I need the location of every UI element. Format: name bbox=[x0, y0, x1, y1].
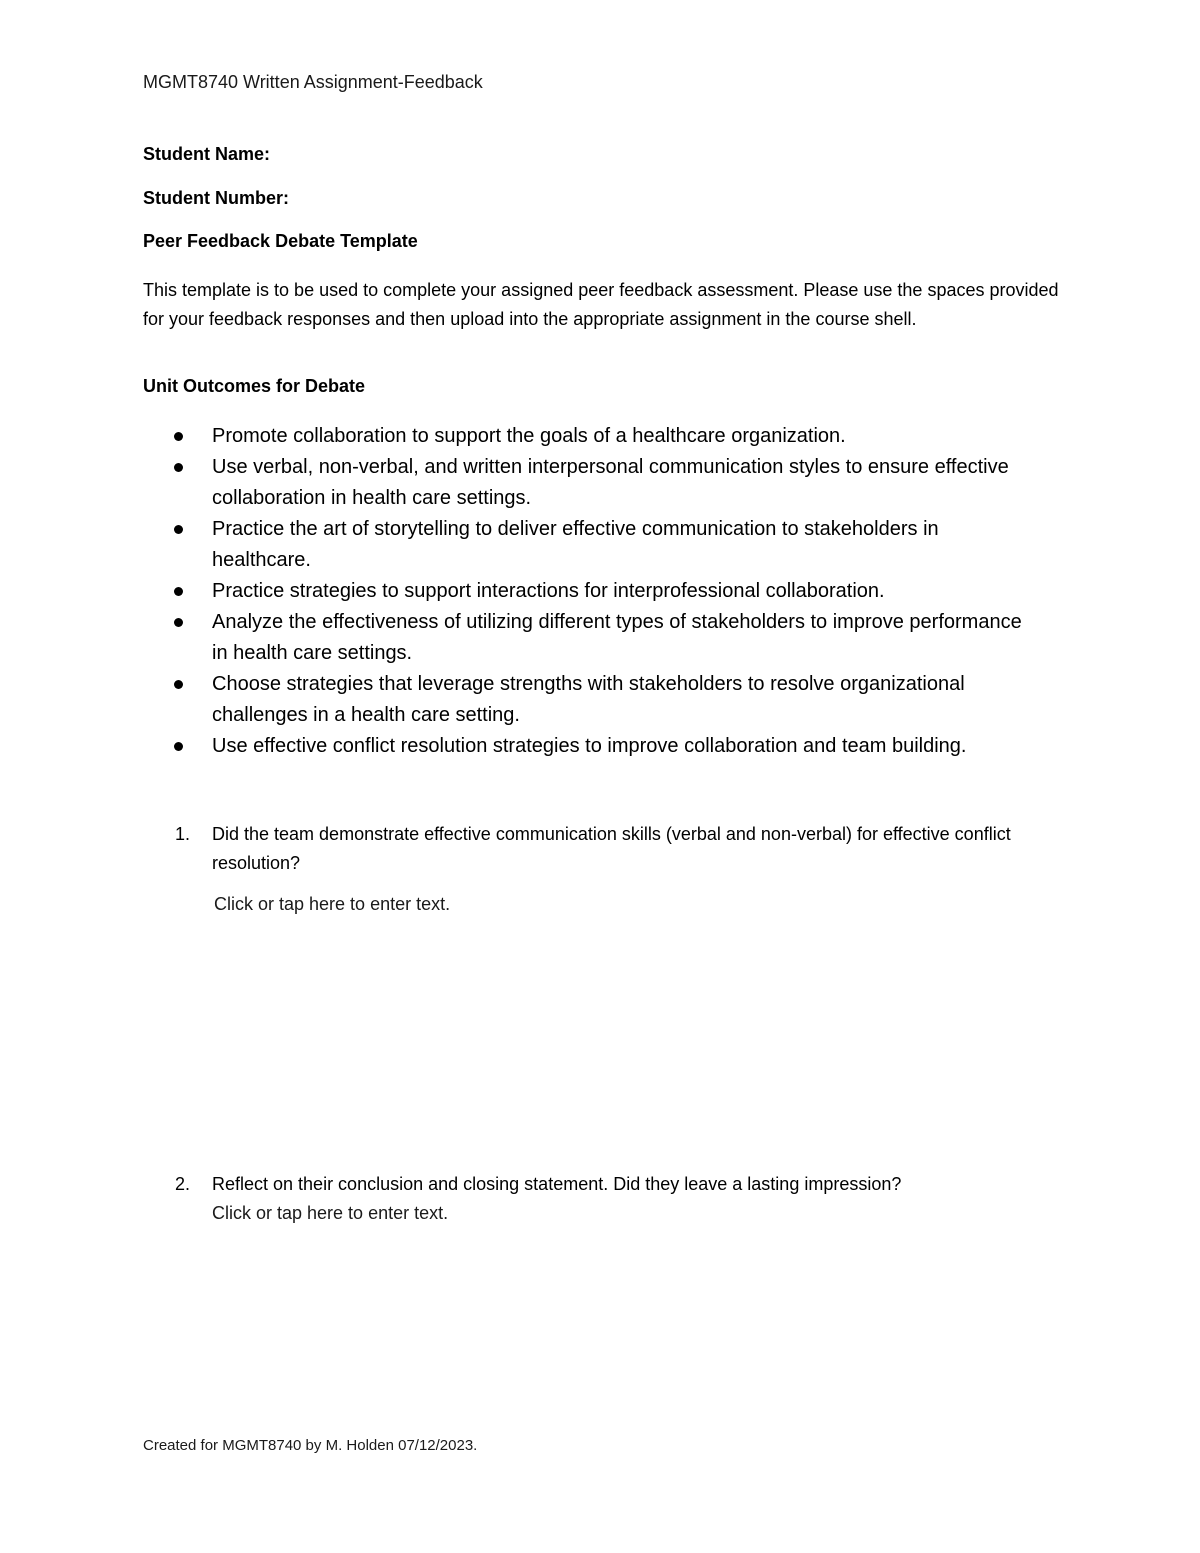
outcome-text: Use verbal, non-verbal, and written interpersonal communication styles to ensure effective collaboration in health care settings. bbox=[212, 456, 1009, 509]
outcomes-heading: Unit Outcomes for Debate bbox=[143, 376, 366, 396]
outcome-text: Practice strategies to support interactions for interprofessional collaboration. bbox=[212, 580, 885, 602]
outcome-text: Choose strategies that leverage strengths with stakeholders to resolve organizational challenges in a health care setting. bbox=[212, 673, 965, 726]
bullet-icon bbox=[174, 587, 183, 596]
question-text: Did the team demonstrate effective communication skills (verbal and non-verbal) for effective conflict resolution? bbox=[212, 824, 1011, 873]
question-1 bbox=[175, 820, 1055, 877]
outcome-item bbox=[172, 421, 1042, 452]
question-text: Reflect on their conclusion and closing statement. Did they leave a lasting impression? bbox=[212, 1174, 902, 1194]
question-2-answer-field[interactable]: Click or tap here to enter text. bbox=[212, 1202, 449, 1223]
bullet-icon bbox=[174, 618, 183, 627]
question-2 bbox=[175, 1170, 1055, 1227]
outcome-item bbox=[172, 452, 1042, 514]
page-footer: Created for MGMT8740 by M. Holden 07/12/2023. bbox=[143, 1437, 478, 1454]
student-name-label: Student Name: bbox=[143, 144, 271, 164]
question-number: 2. bbox=[175, 1174, 191, 1194]
bullet-icon bbox=[174, 680, 183, 689]
bullet-icon bbox=[174, 463, 183, 472]
outcome-text: Practice the art of storytelling to deliver effective communication to stakeholders in healthcare. bbox=[212, 518, 939, 571]
bullet-icon bbox=[174, 742, 183, 751]
bullet-icon bbox=[174, 432, 183, 441]
outcome-text: Analyze the effectiveness of utilizing different types of stakeholders to improve performance in health care settings. bbox=[212, 611, 1022, 664]
bullet-icon bbox=[174, 525, 183, 534]
outcomes-list bbox=[172, 421, 1042, 762]
outcome-text: Use effective conflict resolution strategies to improve collaboration and team building. bbox=[212, 735, 967, 757]
question-1-answer-field[interactable]: Click or tap here to enter text. bbox=[214, 894, 451, 914]
student-number-label: Student Number: bbox=[143, 188, 289, 208]
outcome-item bbox=[172, 576, 1042, 607]
outcome-item bbox=[172, 731, 1042, 762]
outcome-item bbox=[172, 669, 1042, 731]
outcome-item bbox=[172, 607, 1042, 669]
intro-paragraph: This template is to be used to complete your assigned peer feedback assessment. Please use the spaces provided for your feedback responses and then upload into the appropriate assignment in the course shell. bbox=[143, 280, 1059, 329]
outcome-text: Promote collaboration to support the goals of a healthcare organization. bbox=[212, 425, 846, 447]
outcome-item bbox=[172, 514, 1042, 576]
page-header: MGMT8740 Written Assignment-Feedback bbox=[143, 72, 483, 92]
document-title: Peer Feedback Debate Template bbox=[143, 231, 418, 251]
question-number: 1. bbox=[175, 824, 191, 844]
